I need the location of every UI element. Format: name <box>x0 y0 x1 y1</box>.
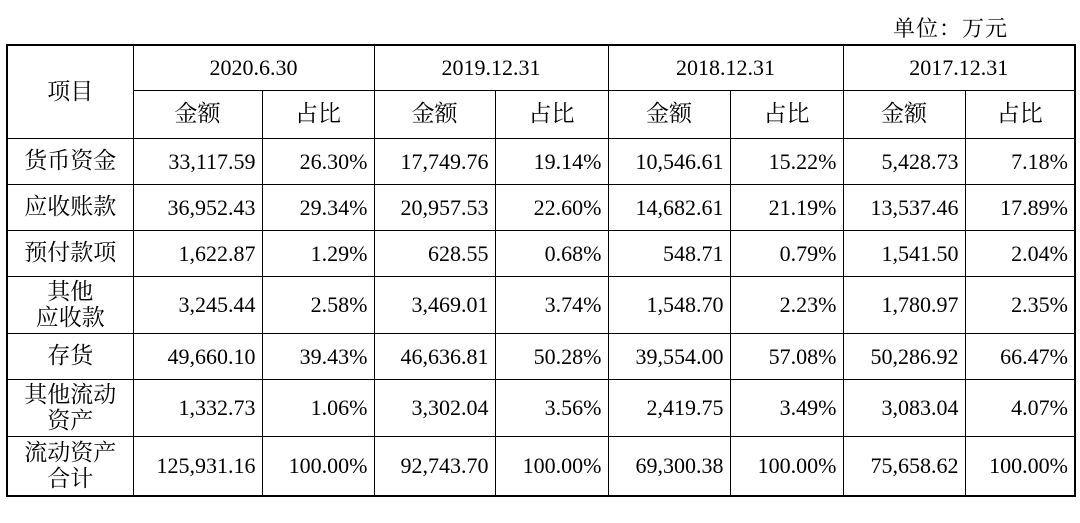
row-label <box>7 334 133 380</box>
row-label-text: 货币资金 <box>24 148 117 174</box>
amount-cell: 1,780.97 <box>843 277 965 334</box>
row-label <box>7 231 133 277</box>
amount-cell: 1,622.87 <box>133 231 262 277</box>
total-label <box>7 437 133 497</box>
ratio-cell: 15.22% <box>730 139 843 185</box>
table-row <box>7 185 1075 231</box>
amount-cell: 17,749.76 <box>374 139 495 185</box>
row-label-text: 应收款 <box>35 305 105 330</box>
amount-cell: 10,546.61 <box>608 139 730 185</box>
amount-cell: 1,541.50 <box>843 231 965 277</box>
row-label <box>7 380 133 437</box>
item-header: 项目 <box>7 45 133 139</box>
row-label <box>7 185 133 231</box>
ratio-cell: 2.58% <box>262 277 374 334</box>
total-ratio-cell: 100.00% <box>965 437 1075 497</box>
amount-cell: 2,419.75 <box>608 380 730 437</box>
total-ratio-cell: 100.00% <box>495 437 608 497</box>
row-label-text: 资产 <box>47 408 94 433</box>
ratio-cell: 2.04% <box>965 231 1075 277</box>
total-amount-cell: 69,300.38 <box>608 437 730 497</box>
ratio-cell: 26.30% <box>262 139 374 185</box>
amount-cell: 46,636.81 <box>374 334 495 380</box>
ratio-header: 占比 <box>730 91 843 139</box>
amount-cell: 20,957.53 <box>374 185 495 231</box>
ratio-cell: 66.47% <box>965 334 1075 380</box>
amount-cell: 39,554.00 <box>608 334 730 380</box>
row-label <box>7 277 133 334</box>
ratio-cell: 22.60% <box>495 185 608 231</box>
ratio-cell: 29.34% <box>262 185 374 231</box>
amount-cell: 49,660.10 <box>133 334 262 380</box>
row-label-text: 其他 <box>47 278 94 304</box>
table-row <box>7 277 1075 334</box>
total-label-text: 流动资产 <box>24 439 117 465</box>
ratio-cell: 2.23% <box>730 277 843 334</box>
amount-cell: 50,286.92 <box>843 334 965 380</box>
total-amount-cell: 125,931.16 <box>133 437 262 497</box>
table-row <box>7 231 1075 277</box>
ratio-cell: 39.43% <box>262 334 374 380</box>
total-ratio-cell: 100.00% <box>262 437 374 497</box>
amount-cell: 1,332.73 <box>133 380 262 437</box>
row-label <box>7 139 133 185</box>
ratio-cell: 7.18% <box>965 139 1075 185</box>
ratio-cell: 57.08% <box>730 334 843 380</box>
period-header: 2018.12.31 <box>608 45 843 91</box>
row-label-text: 存货 <box>47 343 94 369</box>
total-amount-cell: 92,743.70 <box>374 437 495 497</box>
amount-header: 金额 <box>133 91 262 139</box>
amount-header: 金额 <box>608 91 730 139</box>
row-label-text: 预付款项 <box>24 240 117 266</box>
current-assets-table <box>6 44 1076 497</box>
amount-cell: 5,428.73 <box>843 139 965 185</box>
ratio-cell: 19.14% <box>495 139 608 185</box>
total-amount-cell: 75,658.62 <box>843 437 965 497</box>
amount-cell: 14,682.61 <box>608 185 730 231</box>
row-label-text: 应收账款 <box>24 194 117 220</box>
amount-cell: 628.55 <box>374 231 495 277</box>
amount-header: 金额 <box>843 91 965 139</box>
ratio-header: 占比 <box>262 91 374 139</box>
row-label-text: 其他流动 <box>24 381 117 407</box>
header-row-columns <box>7 91 1075 139</box>
amount-cell: 36,952.43 <box>133 185 262 231</box>
amount-cell: 13,537.46 <box>843 185 965 231</box>
amount-cell: 33,117.59 <box>133 139 262 185</box>
ratio-header: 占比 <box>495 91 608 139</box>
ratio-header: 占比 <box>965 91 1075 139</box>
amount-header: 金额 <box>374 91 495 139</box>
amount-cell: 548.71 <box>608 231 730 277</box>
table-row <box>7 334 1075 380</box>
ratio-cell: 17.89% <box>965 185 1075 231</box>
period-header: 2019.12.31 <box>374 45 608 91</box>
amount-cell: 3,469.01 <box>374 277 495 334</box>
amount-cell: 1,548.70 <box>608 277 730 334</box>
table-row <box>7 380 1075 437</box>
ratio-cell: 21.19% <box>730 185 843 231</box>
ratio-cell: 4.07% <box>965 380 1075 437</box>
total-ratio-cell: 100.00% <box>730 437 843 497</box>
ratio-cell: 50.28% <box>495 334 608 380</box>
ratio-cell: 3.74% <box>495 277 608 334</box>
total-label-text: 合计 <box>47 466 94 491</box>
amount-cell: 3,302.04 <box>374 380 495 437</box>
ratio-cell: 2.35% <box>965 277 1075 334</box>
header-row-periods <box>7 45 1075 91</box>
unit-label: 单位：万元 <box>892 16 1008 41</box>
period-header: 2017.12.31 <box>843 45 1075 91</box>
ratio-cell: 3.56% <box>495 380 608 437</box>
total-row <box>7 437 1075 497</box>
amount-cell: 3,083.04 <box>843 380 965 437</box>
ratio-cell: 3.49% <box>730 380 843 437</box>
ratio-cell: 1.06% <box>262 380 374 437</box>
ratio-cell: 1.29% <box>262 231 374 277</box>
ratio-cell: 0.68% <box>495 231 608 277</box>
ratio-cell: 0.79% <box>730 231 843 277</box>
table-row <box>7 139 1075 185</box>
period-header: 2020.6.30 <box>133 45 374 91</box>
amount-cell: 3,245.44 <box>133 277 262 334</box>
